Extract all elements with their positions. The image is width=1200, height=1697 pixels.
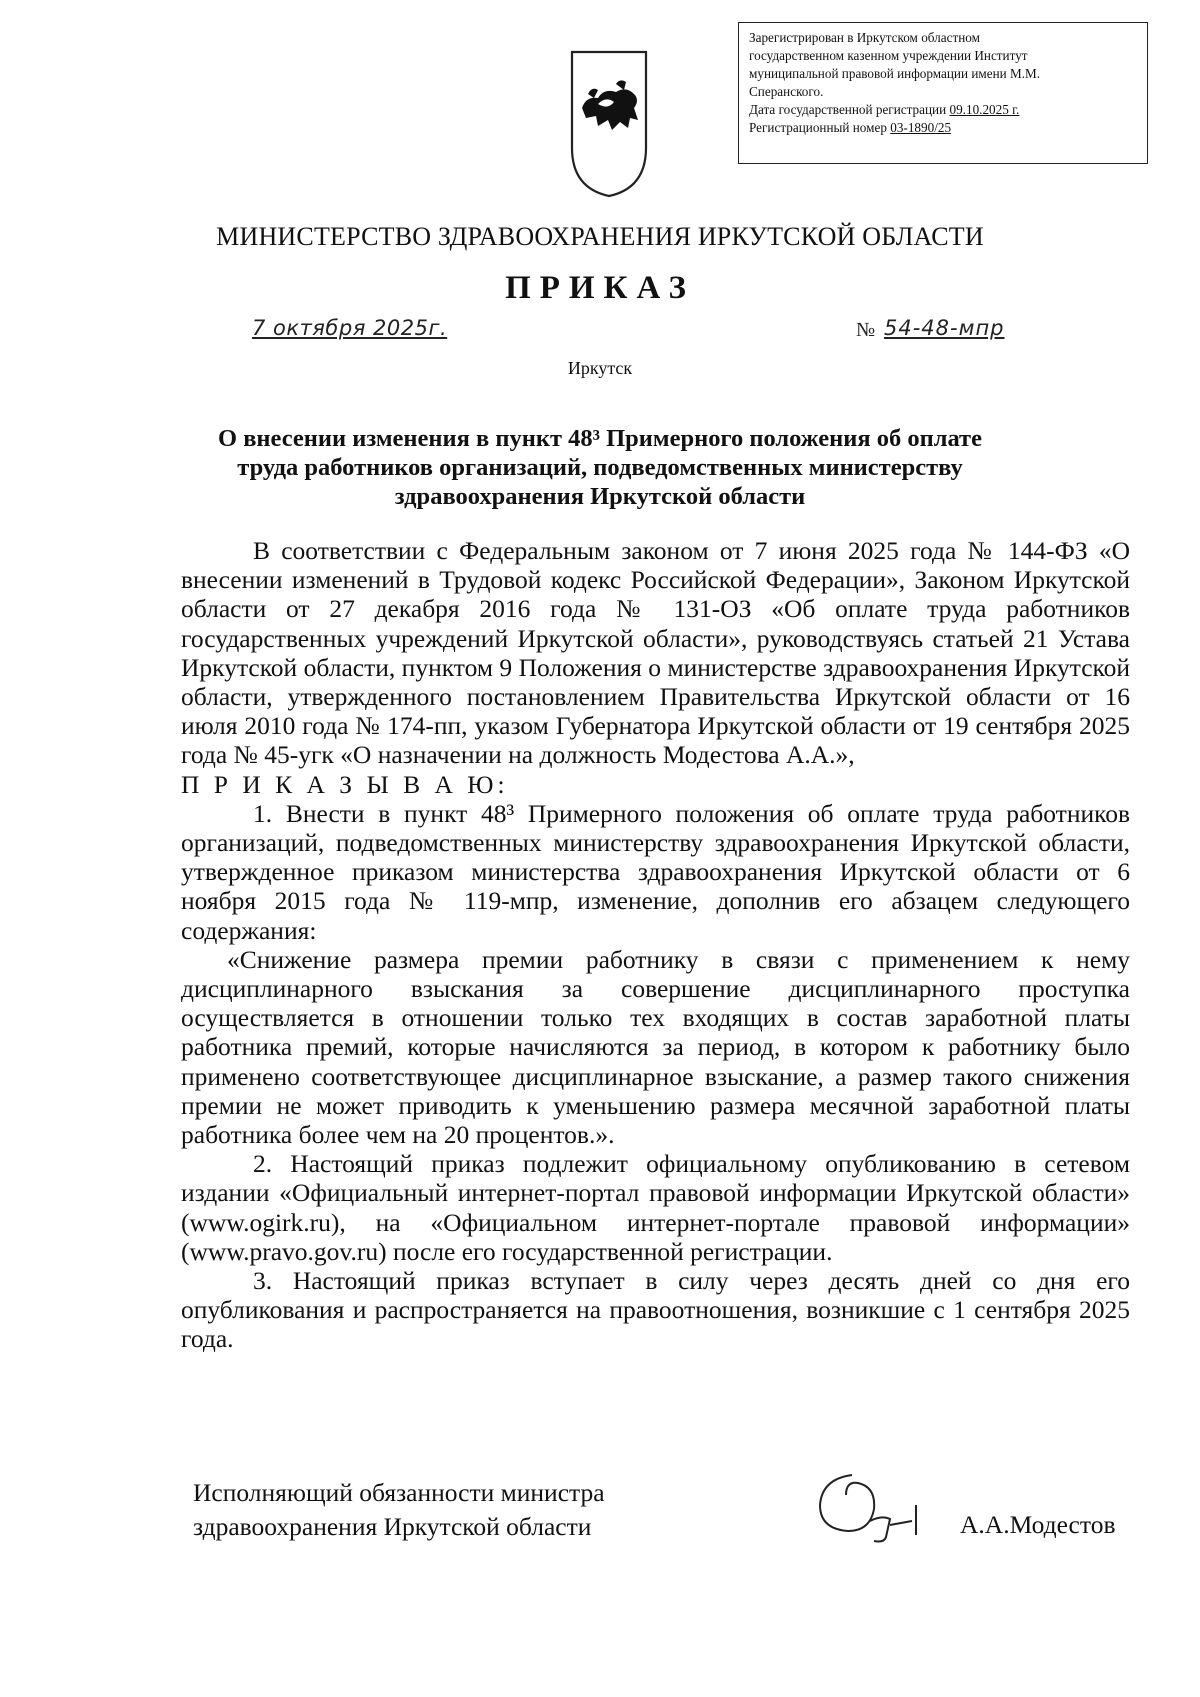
coat-of-arms-emblem: [568, 48, 650, 200]
registration-line: муниципальной правовой информации имени М.М.: [749, 66, 1041, 81]
order-subject: [190, 424, 1010, 511]
registration-number-label: Регистрационный номер: [749, 120, 887, 135]
order-number-label: №: [856, 319, 876, 341]
signer-position-line: Исполняющий обязанности министра: [193, 1478, 605, 1507]
decree-word: П Р И К А З Ы В А Ю:: [181, 769, 509, 799]
quoted-amendment-paragraph: «Снижение размера премии работнику в связи с применением к нему дисциплинарного взыскания за совершение дисциплинарного проступка осуществляется в отношении только тех входящих в состав заработной платы работника премий, которые начисляются за период, в котором к работнику было применено соответствующее дисциплинарное взыскание, а размер такого снижения премии не может приводить к уменьшению размера месячной заработной платы работника более чем на 20 процентов.».: [181, 944, 1130, 1150]
subject-line: труда работников организаций, подведомственных министерству: [237, 454, 963, 481]
registration-date-row: [749, 101, 1137, 119]
ministry-name: МИНИСТЕРСТВО ЗДРАВООХРАНЕНИЯ ИРКУТСКОЙ ОБЛАСТИ: [216, 222, 984, 251]
registration-number-value: 03-1890/25: [890, 120, 952, 135]
handwritten-signature: [812, 1465, 932, 1547]
order-body: [181, 536, 1130, 1354]
registration-line: государственном казенном учреждении Институт: [749, 48, 1028, 63]
registration-line: Зарегистрирован в Иркутском областном: [749, 30, 980, 45]
item-1-paragraph: 1. Внести в пункт 48³ Примерного положения об оплате труда работников организаций, подведомственных министерству здравоохранения Иркутской области, утвержденное приказом министерства здравоохранения Иркутской области от 6 ноября 2015 года № 119-мпр, изменение, дополнив его абзацем следующего содержания:: [181, 798, 1130, 945]
item-2-paragraph: 2. Настоящий приказ подлежит официальному опубликованию в сетевом издании «Официальный интернет-портал правовой информации Иркутской области» (www.ogirk.ru), на «Официальном интернет-портале правовой информации» (www.pravo.gov.ru) после его государственной регистрации.: [181, 1149, 1130, 1266]
signer-name: А.А.Модестов: [960, 1510, 1116, 1539]
registration-stamp: [738, 22, 1148, 164]
order-number-handwritten: 54-48-мпр: [884, 316, 1005, 340]
registration-number-row: [749, 119, 1137, 137]
order-date-handwritten: 7 октября 2025г.: [252, 316, 448, 340]
preamble-paragraph: В соответствии с Федеральным законом от 7 июня 2025 года № 144-ФЗ «О внесении изменений в Трудовой кодекс Российской Федерации», Законом Иркутской области от 27 декабря 2016 года № 131-ОЗ «Об оплате труда работников государственных учреждений Иркутской области», руководствуясь статьей 21 Устава Иркутской области, пунктом 9 Положения о министерстве здравоохранения Иркутской области, утвержденного постановлением Правительства Иркутской области от 16 июля 2010 года № 174-пп, указом Губернатора Иркутской области от 19 сентября 2025 года № 45-угк «О назначении на должность Модестова А.А.»,: [181, 536, 1130, 770]
subject-line: О внесении изменения в пункт 48³ Примерного положения об оплате: [218, 425, 982, 452]
subject-line: здравоохранения Иркутской области: [394, 483, 806, 510]
document-type-title: ПРИКАЗ: [505, 270, 695, 306]
item-3-paragraph: 3. Настоящий приказ вступает в силу через десять дней со дня его опубликования и распространяется на правоотношения, возникшие с 1 сентября 2025 года.: [181, 1266, 1130, 1354]
signer-position-line: здравоохранения Иркутской области: [193, 1512, 592, 1541]
city-name: Иркутск: [567, 358, 633, 378]
registration-date-value: 09.10.2025 г.: [949, 102, 1020, 117]
registration-date-label: Дата государственной регистрации: [749, 102, 947, 117]
registration-line: Сперанского.: [749, 84, 824, 99]
signer-position: [193, 1476, 605, 1544]
